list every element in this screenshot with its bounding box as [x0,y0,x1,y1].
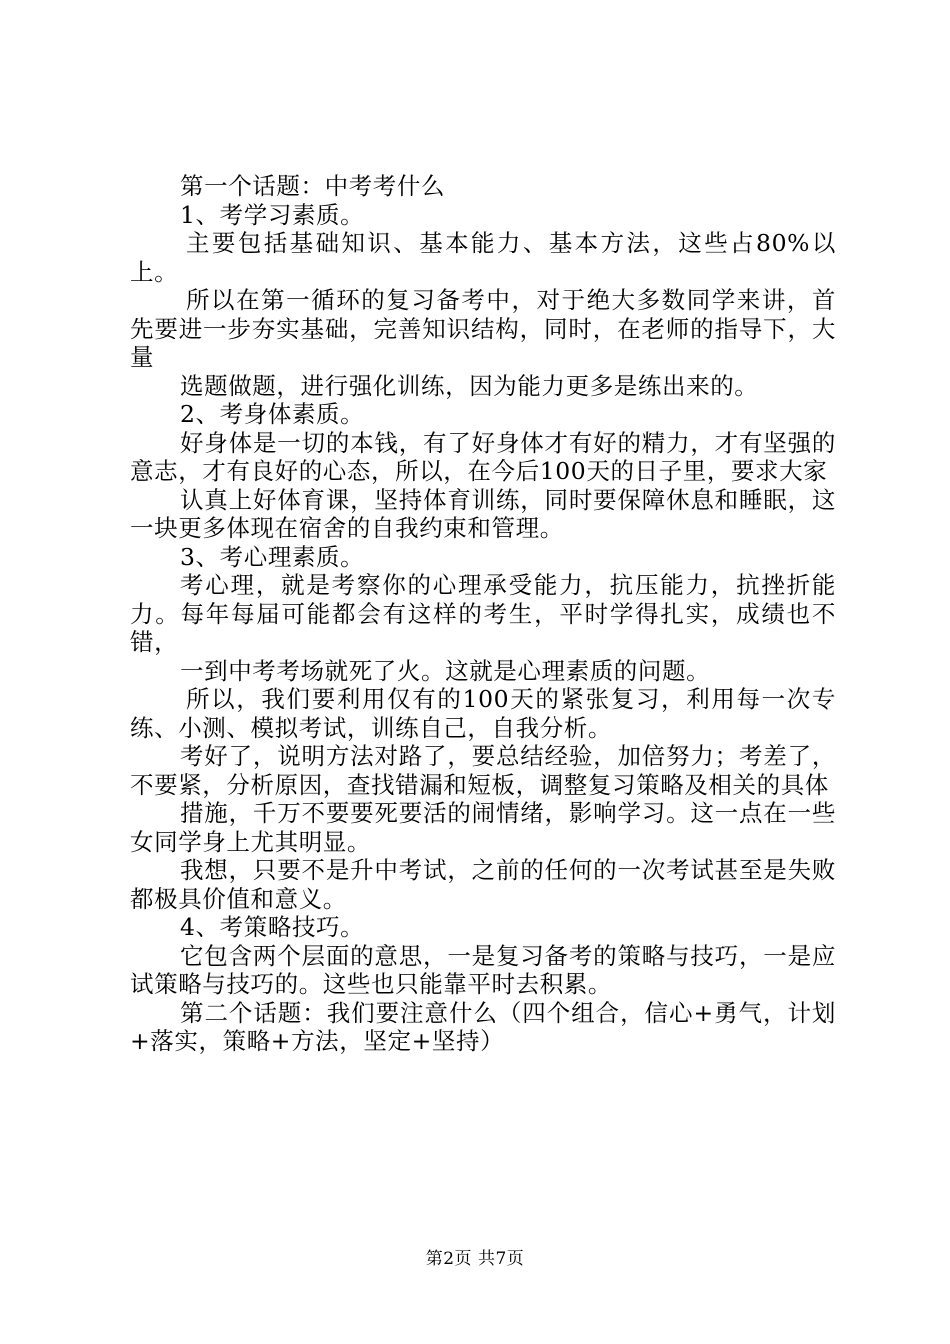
paragraph: 措施，千万不要要死要活的闹情绪，影响学习。这一点在一些女同学身上尤其明显。 [130,799,836,856]
paragraph: 主要包括基础知识、基本能力、基本方法，这些占80%以上。 [130,229,836,286]
paragraph: 考心理，就是考察你的心理承受能力，抗压能力，抗挫折能力。每年每届可能都会有这样的考生，平时学得扎实，成绩也不错， [130,571,836,656]
page-footer [0,1244,950,1269]
paragraph: 选题做题，进行强化训练，因为能力更多是练出来的。 [180,371,759,400]
page-number: 第2页 共7页 [425,1249,525,1269]
section-heading-4: 4、考策略技巧。 [180,913,365,941]
paragraph: 我想，只要不是升中考试，之前的任何的一次考试甚至是失败都极具价值和意义。 [130,856,836,913]
section-heading-2: 2、考身体素质。 [180,400,365,428]
paragraph: 所以，我们要利用仅有的100天的紧张复习，利用每一次专练、小测、模拟考试，训练自己，自我分析。 [130,685,836,742]
topic-heading-1: 第一个话题：中考考什么 [180,172,446,200]
paragraph: 一到中考考场就死了火。这就是心理素质的问题。 [180,656,711,685]
section-heading-3: 3、考心理素质。 [180,542,365,571]
paragraph: 考好了，说明方法对路了，要总结经验，加倍努力；考差了，不要紧，分析原因，查找错漏和短板，调整复习策略及相关的具体 [130,742,836,799]
paragraph: 它包含两个层面的意思，一是复习备考的策略与技巧，一是应试策略与技巧的。这些也只能靠平时去积累。 [130,941,836,998]
paragraph: 好身体是一切的本钱，有了好身体才有好的精力，才有坚强的意志，才有良好的心态，所以，在今后100天的日子里，要求大家 [130,428,836,485]
topic-heading-2: 第二个话题：我们要注意什么（四个组合，信心+勇气，计划+落实，策略+方法，坚定+坚持） [130,998,836,1055]
section-heading-1: 1、考学习素质。 [180,200,365,229]
document-body [130,172,836,1056]
paragraph: 认真上好体育课，坚持体育训练，同时要保障休息和睡眠，这一块更多体现在宿舍的自我约束和管理。 [130,485,836,542]
paragraph: 所以在第一循环的复习备考中，对于绝大多数同学来讲，首先要进一步夯实基础，完善知识结构，同时，在老师的指导下，大量 [130,286,836,371]
